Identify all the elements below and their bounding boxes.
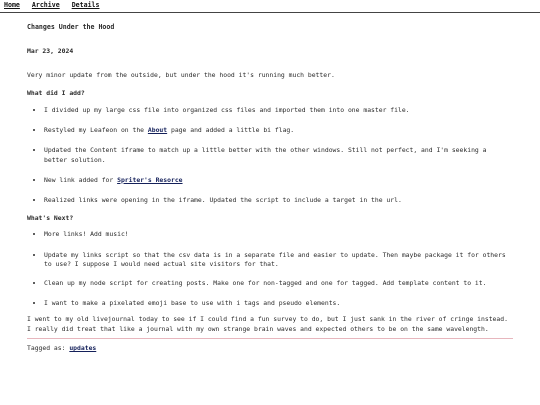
menu-details-label: Details — [71, 1, 100, 10]
spriters-resource-link[interactable]: Spriter's Resorce — [117, 175, 183, 184]
list-item-text: New link added for — [44, 175, 118, 184]
menu-archive[interactable] — [32, 1, 60, 11]
next-list — [27, 230, 513, 308]
about-link[interactable]: About — [147, 125, 168, 134]
list-item-text: Restyled my Leafeon on the — [44, 125, 148, 134]
list-item: • I divided up my large css file into organized css files and imported them into one master file. — [44, 106, 513, 116]
menu-details[interactable] — [72, 1, 100, 11]
list-item: • Realized links were opening in the iframe. Updated the script to include a target in the url. — [44, 196, 513, 206]
list-item: • More links! Add music! — [44, 230, 513, 240]
section-heading-added: What did I add? — [27, 89, 85, 98]
post-date: Mar 23, 2024 — [27, 46, 74, 55]
section-heading-next: What's Next? — [27, 213, 74, 222]
menu-archive-label: Archive — [31, 1, 60, 10]
list-item: • Clean up my node script for creating posts. Make one for non-tagged and one for tagged. Add template content to it. — [44, 279, 513, 289]
list-item — [44, 126, 513, 136]
added-list — [27, 106, 513, 206]
post-outro: I went to my old livejournal today to see if I could find a fun survey to do, but I just sank in the river of cringe instead. I really did treat that like a journal with my own strange brain waves and expected others to be on the same wavelength. — [27, 315, 508, 333]
tag-link-updates[interactable]: updates — [69, 344, 97, 353]
list-item: • I want to make a pixelated emoji base to use with i tags and pseudo elements. — [44, 299, 513, 309]
menu-home-label: Home — [4, 1, 20, 10]
post-title: Changes Under the Hood — [27, 23, 115, 31]
blog-post — [27, 18, 513, 354]
list-item: • Update my links script so that the csv data is in a separate file and easier to update. Then maybe package it for others to use? I suppose I would need actual site visitors for that. — [44, 251, 513, 270]
list-item-text: page and added a little bi flag. — [167, 125, 295, 134]
menu-home[interactable] — [4, 1, 20, 11]
post-intro: Very minor update from the outside, but under the hood it's running much better. — [27, 70, 335, 79]
top-menu-bar — [0, 0, 540, 13]
list-item — [44, 176, 513, 186]
list-item: • Updated the Content iframe to match up a little better with the other windows. Still not perfect, and I'm seeking a better solution. — [44, 146, 513, 165]
tags-line — [27, 344, 513, 354]
tagged-label: Tagged as: — [27, 344, 70, 353]
post-divider — [27, 338, 513, 339]
